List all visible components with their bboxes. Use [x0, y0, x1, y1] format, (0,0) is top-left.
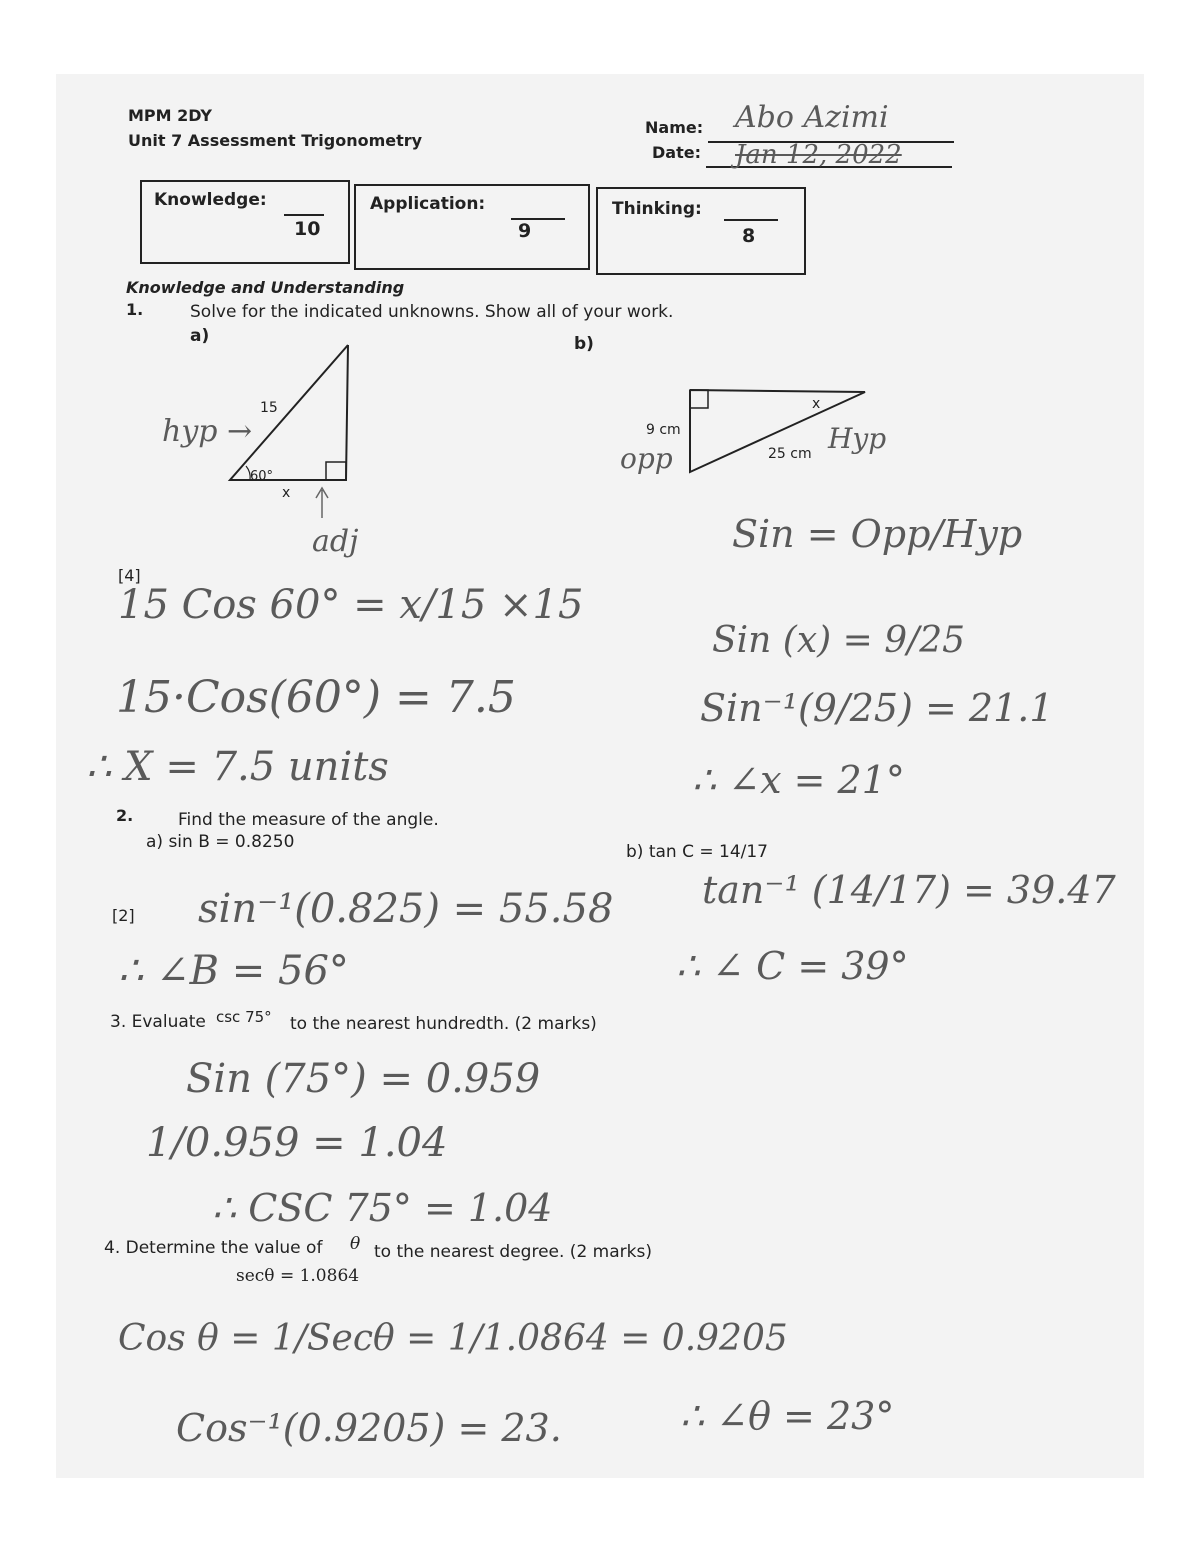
unknown-x-a: x [282, 485, 291, 501]
thinking-label: Thinking: [612, 199, 702, 219]
right-angle-marker-a [326, 462, 346, 480]
adj-arrow [316, 488, 328, 518]
unknown-x-b: x [812, 396, 821, 412]
q4-prompt-start: 4. Determine the value of [104, 1238, 323, 1258]
side-25cm-label: 25 cm [768, 446, 812, 462]
knowledge-value: 10 [294, 218, 321, 240]
q3-work-line-3: ∴ CSC 75° = 1.04 [212, 1186, 553, 1230]
note-hyp-a: hyp → [162, 414, 253, 449]
angle-60-label: 60° [250, 469, 274, 484]
q1-prompt: Solve for the indicated unknowns. Show all of your work. [190, 302, 674, 322]
q1-number: 1. [126, 300, 144, 319]
q1a-work-line-1: 15 Cos 60° = x/15 ×15 [118, 582, 584, 628]
note-opp: opp [620, 442, 673, 475]
side-15-label: 15 [260, 400, 278, 416]
triangle-a-outline [230, 345, 348, 480]
q1b-work-line-3: Sin⁻¹(9/25) = 21.1 [700, 686, 1054, 730]
note-hyp-b: Hyp [828, 422, 887, 455]
q2a-label: a) sin B = 0.8250 [146, 832, 295, 852]
application-value: 9 [518, 220, 532, 242]
name-label: Name: [645, 118, 704, 137]
course-code: MPM 2DY [128, 106, 212, 125]
note-adj: adj [312, 524, 359, 559]
thinking-line [724, 219, 778, 221]
q2a-work-line-2: ∴ ∠B = 56° [118, 948, 349, 994]
q3-expression: csc 75° [216, 1008, 272, 1026]
q4-prompt-end: to the nearest degree. (2 marks) [374, 1242, 652, 1262]
q2b-label: b) tan C = 14/17 [626, 842, 769, 862]
thinking-value: 8 [742, 225, 756, 247]
student-name: Abo Azimi [735, 100, 889, 135]
q1b-work-line-2: Sin (x) = 9/25 [712, 620, 966, 661]
q4-work-line-2: Cos⁻¹(0.9205) = 23. [176, 1406, 562, 1450]
q1b-work-line-1: Sin = Opp/Hyp [732, 512, 1023, 556]
section-title: Knowledge and Understanding [126, 278, 405, 297]
side-9cm-label: 9 cm [646, 422, 681, 438]
application-score-box [354, 184, 590, 270]
date-label: Date: [652, 143, 701, 162]
q1a-work-line-2: 15·Cos(60°) = 7.5 [116, 672, 516, 723]
q1a-label: a) [190, 326, 210, 346]
q2b-work-line-1: tan⁻¹ (14/17) = 39.47 [702, 868, 1116, 912]
q2-prompt: Find the measure of the angle. [178, 810, 439, 830]
unit-title: Unit 7 Assessment Trigonometry [128, 131, 423, 150]
application-label: Application: [370, 194, 486, 214]
q3-work-line-2: 1/0.959 = 1.04 [146, 1120, 448, 1166]
q1b-work-line-4: ∴ ∠x = 21° [692, 758, 905, 802]
q3-prompt-end: to the nearest hundredth. (2 marks) [290, 1014, 597, 1034]
q2-marks: [2] [112, 906, 135, 925]
q2-number: 2. [116, 806, 134, 825]
q1a-work-line-3: ∴ X = 7.5 units [86, 744, 389, 790]
q4-work-line-1: Cos θ = 1/Secθ = 1/1.0864 = 0.9205 [118, 1318, 788, 1359]
knowledge-line [284, 214, 324, 216]
q1-marks: [4] [118, 566, 141, 585]
knowledge-score-box [140, 180, 350, 264]
q1b-label: b) [574, 334, 594, 354]
q4-work-line-3: ∴ ∠θ = 23° [680, 1394, 895, 1438]
q3-work-line-1: Sin (75°) = 0.959 [186, 1056, 541, 1102]
triangle-a-diagram [150, 340, 400, 570]
q3-prompt-start: 3. Evaluate [110, 1012, 206, 1032]
q2b-work-line-2: ∴ ∠ C = 39° [676, 944, 909, 988]
q4-theta-symbol: θ [350, 1234, 361, 1254]
thinking-score-box [596, 187, 806, 275]
q4-given: secθ = 1.0864 [236, 1266, 360, 1286]
right-angle-marker-b [690, 390, 708, 408]
date-value: Jan 12, 2022 [735, 140, 902, 170]
q2a-work-line-1: sin⁻¹(0.825) = 55.58 [198, 886, 614, 932]
knowledge-label: Knowledge: [154, 190, 267, 210]
